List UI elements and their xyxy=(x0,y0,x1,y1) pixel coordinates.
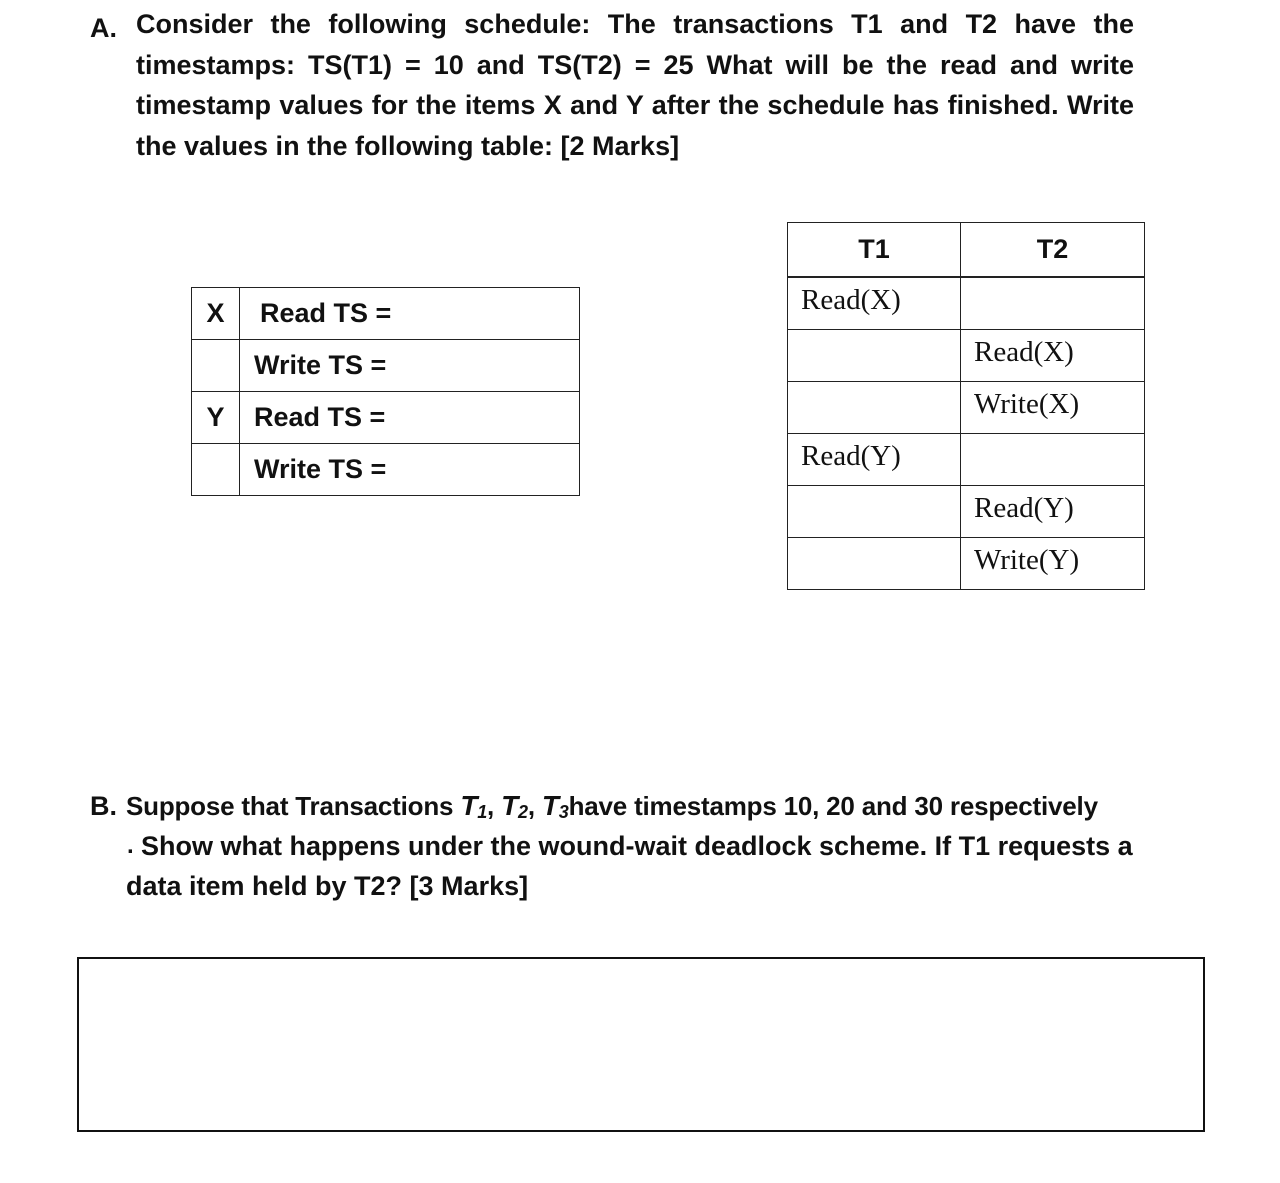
question-b-prefix: Suppose that Transactions xyxy=(126,791,461,821)
header-t2: T2 xyxy=(961,223,1145,278)
t1-symbol xyxy=(460,790,487,821)
question-b-dot: . xyxy=(127,832,134,859)
answer-box[interactable] xyxy=(77,957,1205,1132)
t2-cell xyxy=(961,433,1145,485)
t2-cell xyxy=(961,277,1145,329)
question-a-label: A. xyxy=(90,13,117,43)
t2-cell: Read(X) xyxy=(961,329,1145,381)
t1-subscript: 1 xyxy=(477,802,488,822)
schedule-table xyxy=(787,222,1145,590)
question-b-line-3: data item held by T2? [3 Marks] xyxy=(126,871,529,901)
t1-base: T xyxy=(460,790,478,821)
question-b-line-2: Show what happens under the wound-wait deadlock scheme. If T1 requests a xyxy=(141,831,1133,861)
t1-cell xyxy=(788,537,961,589)
table-row xyxy=(192,288,580,340)
t3-symbol xyxy=(542,790,569,821)
table-row xyxy=(788,329,1145,381)
t2-subscript: 2 xyxy=(518,802,528,822)
timestamp-table xyxy=(191,287,580,496)
field-cell[interactable]: Write TS = xyxy=(240,444,580,496)
t2-cell: Read(Y) xyxy=(961,485,1145,537)
t1-cell xyxy=(788,329,961,381)
table-row xyxy=(788,485,1145,537)
table-row xyxy=(192,444,580,496)
t2-cell: Write(X) xyxy=(961,381,1145,433)
separator: , xyxy=(487,791,502,821)
t2-cell: Write(Y) xyxy=(961,537,1145,589)
table-row xyxy=(192,392,580,444)
t2-base: T xyxy=(501,790,518,821)
header-t1: T1 xyxy=(788,223,961,278)
t1-cell xyxy=(788,381,961,433)
field-cell[interactable]: Read TS = xyxy=(240,288,580,340)
table-row xyxy=(192,340,580,392)
question-a-text: Consider the following schedule: The transactions T1 and T2 have the timestamps: TS(T1) = 10 and TS(T2) = 25 What will be the read and write timestamp values for the items X and Y after the schedule has finished. Write the values in the following table: [2 Marks] xyxy=(136,9,1134,161)
separator: , xyxy=(527,791,542,821)
item-cell xyxy=(192,444,240,496)
schedule-header-row xyxy=(788,223,1145,278)
t3-base: T xyxy=(541,790,559,821)
table-row xyxy=(788,381,1145,433)
question-b-label: B. xyxy=(90,791,117,821)
table-row xyxy=(788,433,1145,485)
t3-subscript: 3 xyxy=(558,802,569,822)
field-cell[interactable]: Read TS = xyxy=(240,392,580,444)
item-cell xyxy=(192,340,240,392)
question-b-suffix: have timestamps 10, 20 and 30 respectively xyxy=(568,791,1098,821)
table-row xyxy=(788,537,1145,589)
t1-cell xyxy=(788,485,961,537)
t1-cell: Read(Y) xyxy=(788,433,961,485)
field-cell[interactable]: Write TS = xyxy=(240,340,580,392)
t1-cell: Read(X) xyxy=(788,277,961,329)
item-cell: X xyxy=(192,288,240,340)
t2-symbol xyxy=(501,790,528,821)
table-row xyxy=(788,277,1145,329)
item-cell: Y xyxy=(192,392,240,444)
